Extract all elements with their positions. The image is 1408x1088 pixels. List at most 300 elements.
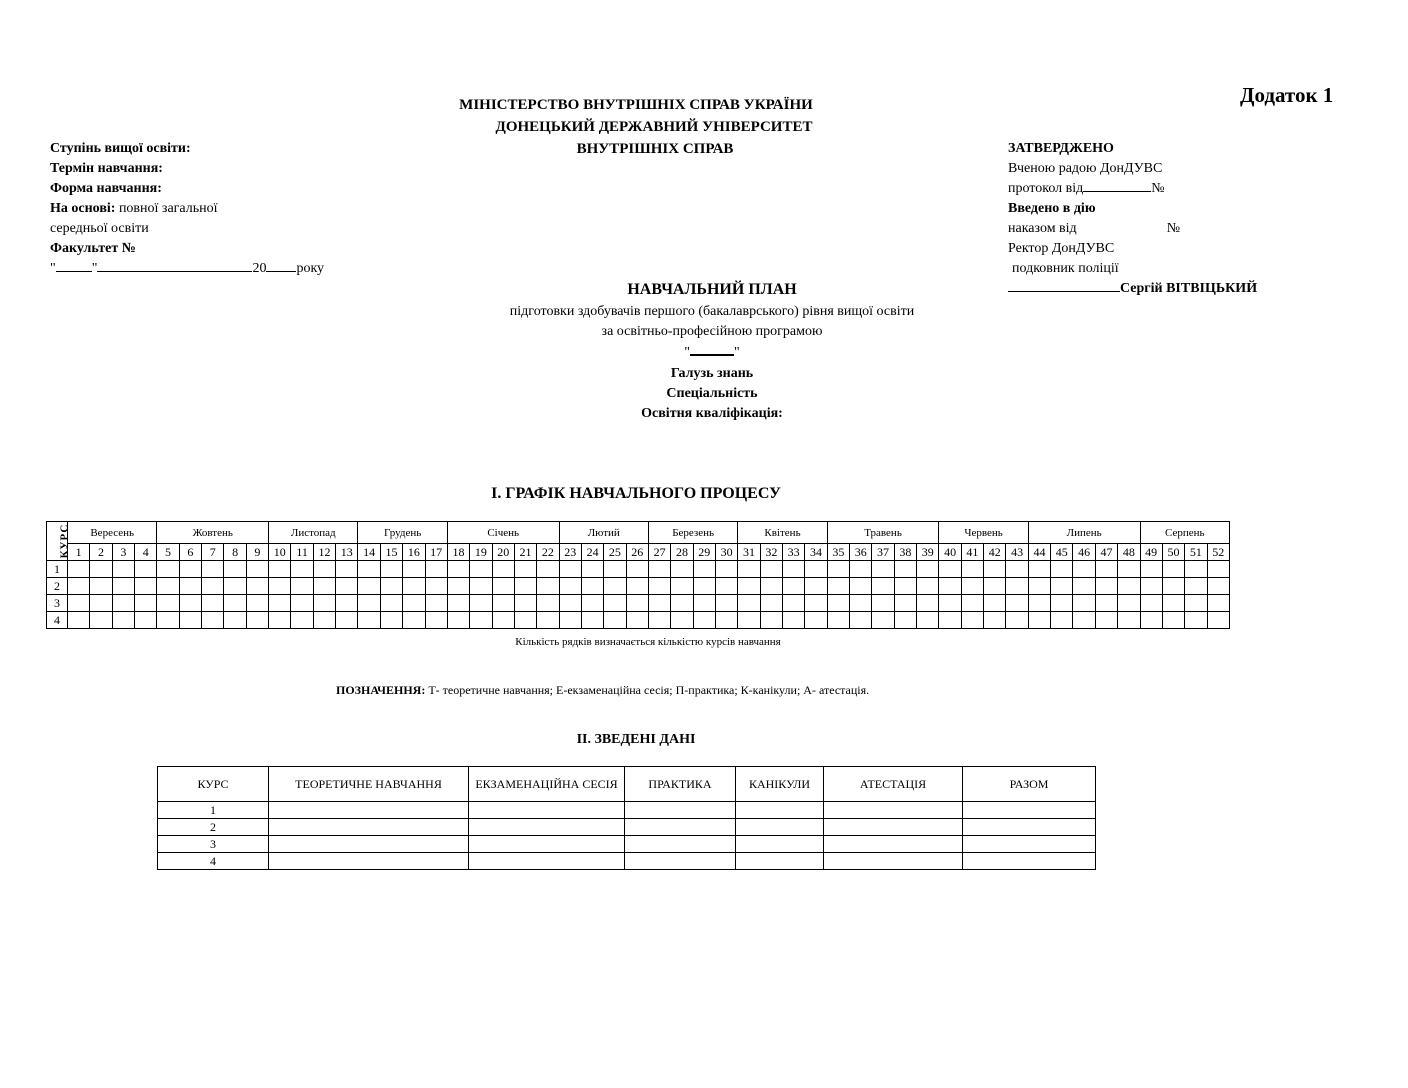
- signatory-name: Сергій ВІТВІЦЬКИЙ: [1120, 281, 1258, 296]
- basis-value: повної загальної: [118, 201, 218, 216]
- schedule-cell: [1185, 578, 1207, 595]
- schedule-cell: [380, 561, 402, 578]
- schedule-cell: [112, 612, 134, 629]
- schedule-cell: [246, 612, 268, 629]
- summary-cell: [824, 853, 963, 870]
- schedule-cell: [179, 561, 201, 578]
- course-row: [47, 595, 1230, 612]
- week-number-cell: 32: [760, 544, 782, 561]
- schedule-cell: [1051, 578, 1073, 595]
- schedule-cell: [179, 578, 201, 595]
- schedule-cell: [760, 561, 782, 578]
- week-number-cell: 8: [224, 544, 246, 561]
- schedule-cell: [961, 561, 983, 578]
- faculty-label: Факультет №: [50, 241, 136, 256]
- summary-cell: [269, 819, 469, 836]
- week-number-cell: 43: [1006, 544, 1028, 561]
- schedule-cell: [626, 595, 648, 612]
- schedule-cell: [157, 612, 179, 629]
- schedule-cell: [872, 561, 894, 578]
- protocol-line: [1008, 179, 1257, 199]
- summary-cell: [469, 853, 625, 870]
- legend-label: ПОЗНАЧЕННЯ:: [336, 683, 426, 697]
- schedule-cell: [358, 578, 380, 595]
- schedule-cell: [157, 578, 179, 595]
- summary-cell: [469, 836, 625, 853]
- month-header: Вересень: [68, 522, 157, 544]
- schedule-cell: [872, 595, 894, 612]
- course-row: [47, 612, 1230, 629]
- program-name-blank: [690, 342, 734, 356]
- week-number-cell: 6: [179, 544, 201, 561]
- schedule-cell: [604, 561, 626, 578]
- schedule-cell: [537, 595, 559, 612]
- summary-course-cell: 2: [158, 819, 269, 836]
- month-header: Січень: [447, 522, 559, 544]
- schedule-cell: [760, 612, 782, 629]
- week-number-cell: 21: [514, 544, 536, 561]
- schedule-cell: [1185, 612, 1207, 629]
- schedule-cell: [269, 561, 291, 578]
- week-number-cell: 3: [112, 544, 134, 561]
- schedule-cell: [894, 595, 916, 612]
- schedule-cell: [894, 561, 916, 578]
- schedule-cell: [246, 578, 268, 595]
- schedule-cell: [291, 561, 313, 578]
- summary-table: [157, 766, 1096, 870]
- schedule-cell: [1185, 595, 1207, 612]
- schedule-cell: [671, 612, 693, 629]
- course-number-cell: 2: [47, 578, 68, 595]
- schedule-cell: [1051, 595, 1073, 612]
- plan-subtitle-2: за освітньо-професійною програмою: [601, 324, 823, 339]
- university-title-line1: ДОНЕЦЬКИЙ ДЕРЖАВНИЙ УНІВЕРСИТЕТ: [495, 119, 813, 135]
- study-schedule-table: [46, 521, 1230, 629]
- schedule-cell: [783, 578, 805, 595]
- schedule-cell: [715, 612, 737, 629]
- schedule-cell: [202, 561, 224, 578]
- summary-cell: [625, 853, 736, 870]
- schedule-cell: [626, 561, 648, 578]
- schedule-cell: [447, 595, 469, 612]
- schedule-cell: [872, 578, 894, 595]
- schedule-cell: [380, 612, 402, 629]
- council-label: Вченою радою ДонДУВС: [1008, 161, 1163, 176]
- week-number-cell: 1: [68, 544, 90, 561]
- schedule-cell: [470, 612, 492, 629]
- schedule-cell: [537, 561, 559, 578]
- schedule-cell: [514, 578, 536, 595]
- schedule-cell: [1118, 578, 1140, 595]
- week-number-cell: 37: [872, 544, 894, 561]
- schedule-cell: [648, 561, 670, 578]
- schedule-cell: [939, 578, 961, 595]
- schedule-cell: [291, 612, 313, 629]
- schedule-cell: [313, 595, 335, 612]
- week-number-cell: 36: [850, 544, 872, 561]
- appendix-label: Додаток 1: [1240, 83, 1334, 107]
- week-number-cell: 41: [961, 544, 983, 561]
- week-number-cell: 14: [358, 544, 380, 561]
- schedule-cell: [805, 612, 827, 629]
- week-number-cell: 20: [492, 544, 514, 561]
- schedule-cell: [917, 561, 939, 578]
- schedule-cell: [179, 595, 201, 612]
- schedule-cell: [648, 595, 670, 612]
- plan-title: НАВЧАЛЬНИЙ ПЛАН: [627, 281, 797, 298]
- schedule-cell: [336, 561, 358, 578]
- schedule-cell: [1073, 595, 1095, 612]
- schedule-cell: [313, 561, 335, 578]
- schedule-cell: [470, 578, 492, 595]
- schedule-cell: [850, 578, 872, 595]
- schedule-cell: [157, 595, 179, 612]
- qualification-label: Освітня кваліфікація:: [641, 406, 783, 421]
- schedule-cell: [1095, 612, 1117, 629]
- schedule-cell: [1051, 561, 1073, 578]
- schedule-cell: [1051, 612, 1073, 629]
- schedule-cell: [626, 578, 648, 595]
- schedule-cell: [850, 595, 872, 612]
- schedule-cell: [1140, 612, 1162, 629]
- schedule-cell: [805, 595, 827, 612]
- course-row: [47, 561, 1230, 578]
- order-label: наказом від: [1008, 221, 1077, 236]
- schedule-cell: [783, 561, 805, 578]
- schedule-cell: [135, 612, 157, 629]
- schedule-cell: [336, 612, 358, 629]
- summary-cell: [269, 836, 469, 853]
- summary-column-header: ЕКЗАМЕНАЦІЙНА СЕСІЯ: [469, 767, 625, 802]
- summary-column-header: АТЕСТАЦІЯ: [824, 767, 963, 802]
- week-number-cell: 33: [783, 544, 805, 561]
- summary-cell: [625, 836, 736, 853]
- date-year-prefix: 20: [252, 261, 267, 276]
- schedule-cell: [1207, 595, 1229, 612]
- protocol-number-sign: №: [1151, 181, 1165, 196]
- schedule-cell: [224, 612, 246, 629]
- week-number-cell: 51: [1185, 544, 1207, 561]
- week-number-cell: 16: [403, 544, 425, 561]
- course-number-cell: 3: [47, 595, 68, 612]
- schedule-cell: [1028, 578, 1050, 595]
- schedule-cell: [313, 612, 335, 629]
- summary-cell: [736, 853, 824, 870]
- week-number-cell: 40: [939, 544, 961, 561]
- section2-title: ІІ. ЗВЕДЕНІ ДАНІ: [576, 732, 696, 747]
- summary-cell: [736, 836, 824, 853]
- schedule-cell: [269, 595, 291, 612]
- schedule-cell: [425, 578, 447, 595]
- week-number-cell: 27: [648, 544, 670, 561]
- month-header: Лютий: [559, 522, 648, 544]
- schedule-cell: [336, 595, 358, 612]
- signature-line: [1008, 279, 1257, 299]
- schedule-cell: [1207, 612, 1229, 629]
- schedule-cell: [850, 612, 872, 629]
- week-number-cell: 7: [202, 544, 224, 561]
- schedule-cell: [581, 612, 603, 629]
- week-number-cell: 12: [313, 544, 335, 561]
- schedule-cell: [939, 595, 961, 612]
- week-number-cell: 29: [693, 544, 715, 561]
- schedule-cell: [738, 561, 760, 578]
- summary-row: [158, 819, 1096, 836]
- month-header-row: [47, 522, 1230, 544]
- month-header: Грудень: [358, 522, 447, 544]
- schedule-cell: [604, 612, 626, 629]
- schedule-cell: [984, 595, 1006, 612]
- schedule-cell: [1140, 561, 1162, 578]
- schedule-cell: [90, 561, 112, 578]
- schedule-cell: [648, 578, 670, 595]
- schedule-cell: [693, 578, 715, 595]
- schedule-cell: [1095, 595, 1117, 612]
- schedule-cell: [68, 561, 90, 578]
- schedule-cell: [1162, 561, 1184, 578]
- schedule-cell: [939, 561, 961, 578]
- summary-cell: [963, 836, 1096, 853]
- schedule-cell: [1162, 578, 1184, 595]
- summary-cell: [963, 802, 1096, 819]
- schedule-cell: [90, 595, 112, 612]
- schedule-cell: [470, 561, 492, 578]
- summary-column-header: ПРАКТИКА: [625, 767, 736, 802]
- schedule-cell: [1095, 578, 1117, 595]
- schedule-cell: [581, 595, 603, 612]
- schedule-cell: [269, 612, 291, 629]
- week-number-cell: 10: [269, 544, 291, 561]
- schedule-cell: [1073, 612, 1095, 629]
- schedule-cell: [581, 561, 603, 578]
- schedule-cell: [425, 612, 447, 629]
- summary-cell: [469, 819, 625, 836]
- schedule-cell: [1006, 578, 1028, 595]
- schedule-cell: [1162, 612, 1184, 629]
- schedule-cell: [90, 578, 112, 595]
- schedule-cell: [492, 578, 514, 595]
- schedule-cell: [291, 578, 313, 595]
- summary-cell: [625, 802, 736, 819]
- month-header: Серпень: [1140, 522, 1230, 544]
- schedule-cell: [202, 578, 224, 595]
- protocol-date-blank: [1083, 179, 1151, 192]
- schedule-cell: [1028, 595, 1050, 612]
- summary-row: [158, 836, 1096, 853]
- schedule-cell: [559, 561, 581, 578]
- date-day-blank: [56, 259, 92, 272]
- schedule-cell: [403, 561, 425, 578]
- basis-line: [50, 199, 324, 219]
- schedule-cell: [693, 561, 715, 578]
- section1-title: I. ГРАФІК НАВЧАЛЬНОГО ПРОЦЕСУ: [491, 485, 781, 502]
- schedule-cell: [246, 561, 268, 578]
- schedule-cell: [179, 612, 201, 629]
- week-number-cell: 25: [604, 544, 626, 561]
- schedule-cell: [1140, 595, 1162, 612]
- date-year-blank: [266, 259, 296, 272]
- schedule-cell: [984, 612, 1006, 629]
- schedule-cell: [1118, 561, 1140, 578]
- week-number-cell: 38: [894, 544, 916, 561]
- month-header: Червень: [939, 522, 1028, 544]
- summary-column-header: КАНІКУЛИ: [736, 767, 824, 802]
- schedule-cell: [827, 578, 849, 595]
- schedule-cell: [1118, 612, 1140, 629]
- schedule-cell: [135, 578, 157, 595]
- month-header: Жовтень: [157, 522, 269, 544]
- date-month-blank: [97, 259, 252, 272]
- schedule-cell: [68, 595, 90, 612]
- schedule-cell: [783, 612, 805, 629]
- schedule-cell: [425, 561, 447, 578]
- week-number-cell: 42: [984, 544, 1006, 561]
- schedule-cell: [403, 578, 425, 595]
- schedule-cell: [648, 612, 670, 629]
- week-number-cell: 35: [827, 544, 849, 561]
- schedule-cell: [403, 595, 425, 612]
- summary-cell: [824, 802, 963, 819]
- schedule-cell: [112, 578, 134, 595]
- schedule-cell: [135, 561, 157, 578]
- summary-cell: [269, 802, 469, 819]
- schedule-cell: [984, 561, 1006, 578]
- schedule-cell: [68, 612, 90, 629]
- date-quote-close: ": [91, 261, 98, 276]
- schedule-cell: [447, 612, 469, 629]
- schedule-cell: [850, 561, 872, 578]
- schedule-cell: [961, 578, 983, 595]
- week-number-cell: 26: [626, 544, 648, 561]
- program-quote-close: ": [734, 345, 740, 360]
- schedule-cell: [358, 561, 380, 578]
- schedule-cell: [470, 595, 492, 612]
- month-header: Травень: [827, 522, 939, 544]
- schedule-cell: [827, 595, 849, 612]
- schedule-cell: [246, 595, 268, 612]
- schedule-cell: [1028, 561, 1050, 578]
- schedule-cell: [827, 561, 849, 578]
- summary-cell: [963, 819, 1096, 836]
- schedule-cell: [514, 612, 536, 629]
- summary-row: [158, 802, 1096, 819]
- schedule-cell: [291, 595, 313, 612]
- week-number-cell: 9: [246, 544, 268, 561]
- schedule-cell: [805, 561, 827, 578]
- week-number-cell: 5: [157, 544, 179, 561]
- schedule-cell: [425, 595, 447, 612]
- schedule-cell: [961, 612, 983, 629]
- week-number-cell: 13: [336, 544, 358, 561]
- date-line: [50, 259, 324, 279]
- week-number-row: [47, 544, 1230, 561]
- schedule-cell: [112, 561, 134, 578]
- summary-course-cell: 4: [158, 853, 269, 870]
- field-of-knowledge-label: Галузь знань: [670, 366, 754, 381]
- week-number-cell: 44: [1028, 544, 1050, 561]
- week-number-cell: 19: [470, 544, 492, 561]
- week-number-cell: 50: [1162, 544, 1184, 561]
- summary-cell: [824, 836, 963, 853]
- schedule-cell: [805, 578, 827, 595]
- schedule-cell: [738, 612, 760, 629]
- schedule-cell: [604, 578, 626, 595]
- summary-cell: [736, 802, 824, 819]
- schedule-cell: [738, 578, 760, 595]
- schedule-cell: [358, 595, 380, 612]
- schedule-cell: [514, 595, 536, 612]
- date-year-suffix: року: [296, 261, 325, 276]
- schedule-cell: [202, 595, 224, 612]
- summary-column-header: КУРС: [158, 767, 269, 802]
- schedule-cell: [492, 595, 514, 612]
- schedule-cell: [1118, 595, 1140, 612]
- week-number-cell: 24: [581, 544, 603, 561]
- schedule-cell: [157, 561, 179, 578]
- date-quote-open: ": [50, 261, 56, 276]
- schedule-cell: [1073, 561, 1095, 578]
- schedule-cell: [671, 578, 693, 595]
- schedule-cell: [559, 578, 581, 595]
- week-number-cell: 49: [1140, 544, 1162, 561]
- summary-column-header: ТЕОРЕТИЧНЕ НАВЧАННЯ: [269, 767, 469, 802]
- schedule-cell: [715, 561, 737, 578]
- schedule-cell: [626, 612, 648, 629]
- schedule-cell: [894, 612, 916, 629]
- week-number-cell: 34: [805, 544, 827, 561]
- schedule-cell: [1140, 578, 1162, 595]
- schedule-cell: [380, 595, 402, 612]
- schedule-cell: [403, 612, 425, 629]
- schedule-cell: [1095, 561, 1117, 578]
- schedule-cell: [492, 612, 514, 629]
- summary-cell: [963, 853, 1096, 870]
- schedule-cell: [559, 612, 581, 629]
- summary-course-cell: 3: [158, 836, 269, 853]
- schedule-cell: [604, 595, 626, 612]
- protocol-label: протокол від: [1008, 181, 1084, 196]
- rector-label: Ректор ДонДУВС: [1008, 241, 1115, 256]
- program-quote-open: ": [684, 345, 690, 360]
- schedule-cell: [917, 612, 939, 629]
- schedule-cell: [380, 578, 402, 595]
- week-number-cell: 46: [1073, 544, 1095, 561]
- week-number-cell: 15: [380, 544, 402, 561]
- degree-label: Ступінь вищої освіти:: [50, 141, 191, 156]
- month-header: Липень: [1028, 522, 1140, 544]
- summary-column-header: РАЗОМ: [963, 767, 1096, 802]
- schedule-cell: [1185, 561, 1207, 578]
- week-number-cell: 2: [90, 544, 112, 561]
- signature-blank: [1008, 279, 1120, 292]
- week-number-cell: 11: [291, 544, 313, 561]
- term-label: Термін навчання:: [50, 161, 163, 176]
- university-title-line2: ВНУТРІШНІХ СПРАВ: [576, 141, 734, 157]
- summary-row: [158, 853, 1096, 870]
- legend-line: [336, 683, 869, 698]
- schedule-cell: [447, 578, 469, 595]
- plan-subtitle-1: підготовки здобувачів першого (бакалаврського) рівня вищої освіти: [509, 304, 915, 319]
- schedule-cell: [1207, 561, 1229, 578]
- week-number-cell: 18: [447, 544, 469, 561]
- schedule-cell: [1006, 612, 1028, 629]
- schedule-cell: [514, 561, 536, 578]
- week-number-cell: 47: [1095, 544, 1117, 561]
- schedule-cell: [447, 561, 469, 578]
- schedule-cell: [671, 561, 693, 578]
- week-number-cell: 48: [1118, 544, 1140, 561]
- schedule-cell: [224, 595, 246, 612]
